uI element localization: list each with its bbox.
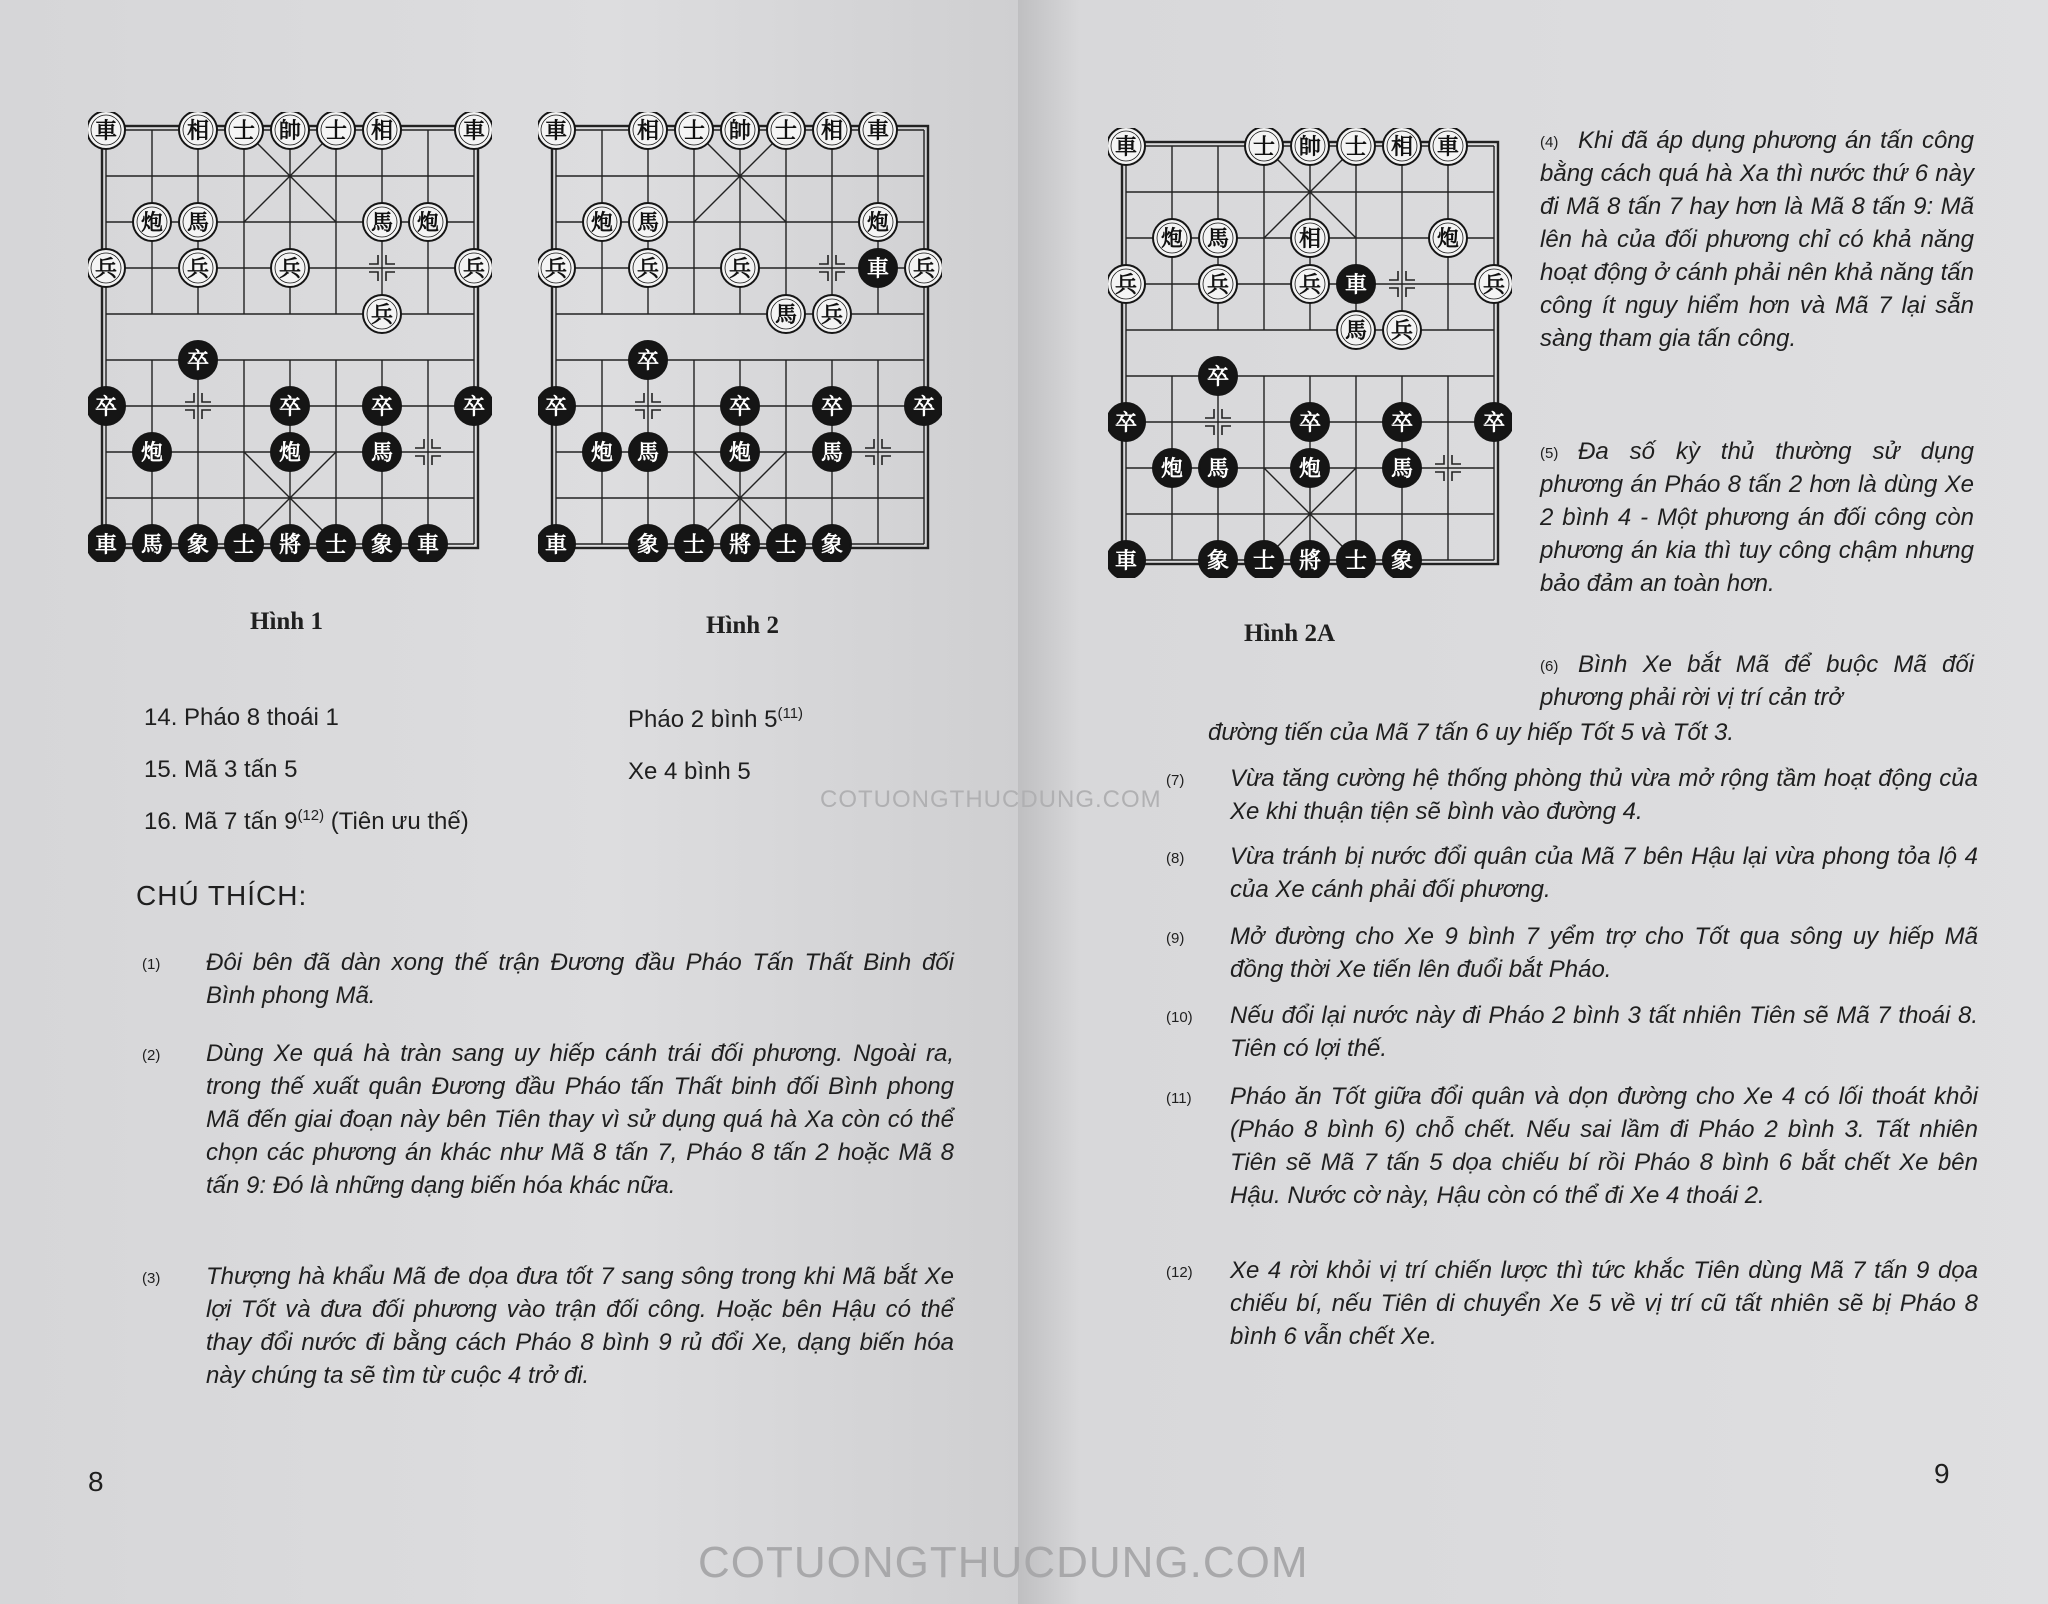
note-8: (8) Vừa tránh bị nước đổi quân của Mã 7 bên Hậu lại vừa phong tỏa lộ 4 của Xe cánh phải đối phương.	[1166, 843, 1978, 903]
svg-text:馬: 馬	[636, 211, 660, 236]
black-piece	[1383, 403, 1421, 441]
red-piece	[1429, 128, 1467, 165]
svg-text:象: 象	[186, 533, 210, 558]
moves-black-column	[628, 694, 803, 798]
black-piece	[583, 433, 621, 471]
red-piece	[179, 112, 217, 149]
black-piece	[813, 387, 851, 425]
note-7: (7) Vừa tăng cường hệ thống phòng thủ vừa mở rộng tầm hoạt động của Xe khi thuận tiện sẽ bình vào đường 4.	[1166, 765, 1978, 825]
svg-text:相: 相	[1298, 227, 1322, 252]
red-piece	[1199, 219, 1237, 257]
move-14-black: Pháo 2 bình 5$^{(11)}$	[628, 705, 804, 733]
red-piece	[721, 112, 759, 149]
svg-text:馬: 馬	[774, 303, 798, 328]
svg-text:馬: 馬	[370, 211, 394, 236]
black-piece	[88, 387, 125, 425]
svg-text:車: 車	[1344, 273, 1368, 298]
svg-text:馬: 馬	[1206, 457, 1230, 482]
svg-text:兵: 兵	[186, 257, 210, 282]
svg-text:兵: 兵	[636, 257, 660, 282]
black-piece	[1337, 541, 1375, 578]
svg-text:將: 將	[278, 533, 302, 558]
black-piece	[813, 525, 851, 562]
black-piece	[629, 433, 667, 471]
svg-text:象: 象	[1390, 549, 1414, 574]
black-piece	[133, 525, 171, 562]
figure-label-hinh-2a: Hình 2A	[1244, 620, 1336, 647]
black-piece	[1199, 541, 1237, 578]
red-piece	[721, 249, 759, 287]
black-piece	[1199, 357, 1237, 395]
svg-text:兵: 兵	[820, 303, 844, 328]
black-piece	[859, 249, 897, 287]
svg-text:馬: 馬	[186, 211, 210, 236]
black-piece	[721, 525, 759, 562]
svg-text:卒: 卒	[728, 395, 752, 420]
move-15-red: 15. Mã 3 tấn 5	[144, 756, 298, 783]
red-piece	[179, 203, 217, 241]
svg-text:兵: 兵	[1482, 273, 1506, 298]
svg-text:炮: 炮	[1298, 457, 1322, 482]
svg-text:象: 象	[636, 533, 660, 558]
black-piece	[905, 387, 942, 425]
red-piece	[1291, 128, 1329, 165]
black-piece	[271, 525, 309, 562]
svg-text:炮: 炮	[590, 441, 614, 466]
svg-text:士: 士	[324, 119, 348, 144]
black-piece	[1291, 403, 1329, 441]
red-piece	[629, 203, 667, 241]
red-piece	[813, 112, 851, 149]
note-3: (3) Thượng hà khẩu Mã đe dọa đưa tốt 7 sang sông trong khi Mã bắt Xe lợi Tốt và đưa đối phương vào trận đối công. Hoặc bên Hậu có thể thay đổi nước đi bằng cách Pháo 8 bình 9 rủ đổi Xe, dạng biến hóa này chúng ta sẽ tìm từ cuộc 4 trở đi.	[142, 1263, 954, 1389]
red-piece	[455, 112, 492, 149]
black-piece	[1199, 449, 1237, 487]
svg-text:象: 象	[820, 533, 844, 558]
note-12: (12) Xe 4 rời khỏi vị trí chiến lược thì tức khắc Tiên dùng Mã 7 tấn 9 dọa chiếu bí, nếu Tiên di chuyển Xe 5 về vị trí cũ tất nhiên sẽ bị Pháo 8 bình 6 vẫn chết Xe.	[1166, 1257, 1978, 1350]
red-piece	[363, 203, 401, 241]
black-piece	[1108, 403, 1145, 441]
svg-text:馬: 馬	[636, 441, 660, 466]
red-piece	[538, 249, 575, 287]
svg-text:車: 車	[94, 119, 118, 144]
svg-text:卒: 卒	[636, 349, 660, 374]
red-piece	[363, 112, 401, 149]
svg-text:炮: 炮	[728, 441, 752, 466]
black-piece	[538, 387, 575, 425]
note-6: (6) Bình Xe bắt Mã để buộc Mã đối phương phải rời vị trí cản trở	[1540, 651, 1974, 711]
svg-text:炮: 炮	[1160, 457, 1184, 482]
black-piece	[1153, 449, 1191, 487]
board-grid	[1108, 128, 1512, 578]
svg-text:車: 車	[544, 533, 568, 558]
svg-text:車: 車	[94, 533, 118, 558]
red-piece	[133, 203, 171, 241]
svg-text:士: 士	[1344, 135, 1368, 160]
red-piece	[1153, 219, 1191, 257]
svg-text:炮: 炮	[416, 211, 440, 236]
red-piece	[179, 249, 217, 287]
svg-text:帥: 帥	[728, 119, 752, 144]
black-piece	[179, 525, 217, 562]
svg-text:馬: 馬	[140, 533, 164, 558]
svg-text:馬: 馬	[1344, 319, 1368, 344]
svg-text:炮: 炮	[140, 211, 164, 236]
svg-text:馬: 馬	[370, 441, 394, 466]
red-piece	[813, 295, 851, 333]
black-piece	[1108, 541, 1145, 578]
note-5: (5) Đa số kỳ thủ thường sử dụng phương án Pháo 8 tấn 2 hơn là dùng Xe 2 bình 4 - Một phương án đối công còn phương án kia thì tuy công chậm nhưng bảo đảm an toàn hơn.	[1540, 438, 1974, 597]
svg-text:將: 將	[1298, 549, 1322, 574]
right-page	[1018, 0, 2048, 1604]
svg-text:車: 車	[416, 533, 440, 558]
red-piece	[629, 112, 667, 149]
svg-text:車: 車	[866, 119, 890, 144]
svg-text:車: 車	[1114, 135, 1138, 160]
board-grid	[538, 112, 942, 562]
svg-text:兵: 兵	[94, 257, 118, 282]
svg-text:卒: 卒	[1390, 411, 1414, 436]
svg-text:士: 士	[1344, 549, 1368, 574]
black-piece	[88, 525, 125, 562]
red-piece	[1383, 128, 1421, 165]
notes-heading: CHÚ THÍCH:	[136, 880, 308, 911]
red-piece	[538, 112, 575, 149]
black-piece	[721, 433, 759, 471]
black-piece	[225, 525, 263, 562]
svg-text:車: 車	[1436, 135, 1460, 160]
black-piece	[629, 525, 667, 562]
red-piece	[88, 249, 125, 287]
svg-text:馬: 馬	[820, 441, 844, 466]
note-4: (4) Khi đã áp dụng phương án tấn công bằng cách quá hà Xa thì nước thứ 6 này đi Mã 8 tấn 7 hay hơn là Mã 8 tấn 9: Mã lên hà của đối phương chỉ có khả năng hoạt động ở cánh phải nên khả năng tấn công ít nguy hiểm hơn và Mã 7 lại sẵn sàng tham gia tấn công.	[1540, 127, 1974, 352]
svg-text:卒: 卒	[1114, 411, 1138, 436]
svg-text:兵: 兵	[1298, 273, 1322, 298]
black-piece	[271, 387, 309, 425]
svg-text:卒: 卒	[1298, 411, 1322, 436]
red-piece	[271, 249, 309, 287]
svg-text:卒: 卒	[544, 395, 568, 420]
svg-text:象: 象	[370, 533, 394, 558]
svg-text:卒: 卒	[1482, 411, 1506, 436]
svg-text:士: 士	[682, 533, 706, 558]
svg-text:卒: 卒	[820, 395, 844, 420]
red-piece	[1383, 311, 1421, 349]
figure-label-hinh-1: Hình 1	[250, 608, 323, 635]
black-piece	[1245, 541, 1283, 578]
red-piece	[1429, 219, 1467, 257]
svg-text:卒: 卒	[94, 395, 118, 420]
red-piece	[675, 112, 713, 149]
svg-text:卒: 卒	[462, 395, 486, 420]
red-piece	[1291, 265, 1329, 303]
svg-text:相: 相	[820, 119, 844, 144]
svg-text:兵: 兵	[462, 257, 486, 282]
black-piece	[363, 387, 401, 425]
black-piece	[813, 433, 851, 471]
figure-label-hinh-2: Hình 2	[706, 612, 779, 639]
svg-text:帥: 帥	[278, 119, 302, 144]
svg-text:帥: 帥	[1298, 135, 1322, 160]
svg-text:兵: 兵	[278, 257, 302, 282]
red-piece	[317, 112, 355, 149]
red-piece	[629, 249, 667, 287]
black-piece	[1383, 449, 1421, 487]
note-10: (10) Nếu đổi lại nước này đi Pháo 2 bình 3 tất nhiên Tiên sẽ Mã 7 thoái 8. Tiên có lợi thế.	[1166, 1002, 1978, 1062]
svg-text:炮: 炮	[278, 441, 302, 466]
moves-red-column	[144, 692, 469, 848]
board-hinh-2a	[1108, 128, 1512, 578]
svg-text:兵: 兵	[728, 257, 752, 282]
svg-text:卒: 卒	[1206, 365, 1230, 390]
red-piece	[1108, 265, 1145, 303]
watermark-small: COTUONGTHUCDUNG.COM	[820, 786, 1162, 813]
red-piece	[88, 112, 125, 149]
svg-text:士: 士	[682, 119, 706, 144]
svg-text:相: 相	[1390, 135, 1414, 160]
svg-text:炮: 炮	[866, 211, 890, 236]
svg-text:車: 車	[462, 119, 486, 144]
note-9: (9) Mở đường cho Xe 9 bình 7 yểm trợ cho Tốt qua sông uy hiếp Mã đồng thời Xe tiến lên đuổi bắt Pháo.	[1166, 923, 1978, 983]
red-piece	[225, 112, 263, 149]
red-piece	[1291, 219, 1329, 257]
red-piece	[1245, 128, 1283, 165]
note-1: (1) Đôi bên đã dàn xong thế trận Đương đầu Pháo Tấn Thất Binh đối Bình phong Mã.	[142, 949, 954, 1009]
board-hinh-1	[88, 112, 492, 562]
move-14-red: 14. Pháo 8 thoái 1	[144, 704, 339, 731]
black-piece	[179, 341, 217, 379]
svg-text:炮: 炮	[140, 441, 164, 466]
red-piece	[1337, 311, 1375, 349]
svg-text:相: 相	[370, 119, 394, 144]
black-piece	[767, 525, 805, 562]
black-piece	[1383, 541, 1421, 578]
red-piece	[767, 112, 805, 149]
red-piece	[767, 295, 805, 333]
red-piece	[859, 112, 897, 149]
svg-text:車: 車	[866, 257, 890, 282]
red-piece	[583, 203, 621, 241]
svg-text:車: 車	[1114, 549, 1138, 574]
watermark-footer: COTUONGTHUCDUNG.COM	[698, 1538, 1309, 1587]
red-piece	[455, 249, 492, 287]
svg-text:相: 相	[186, 119, 210, 144]
black-piece	[538, 525, 575, 562]
svg-text:士: 士	[774, 119, 798, 144]
note-2: (2) Dùng Xe quá hà tràn sang uy hiếp cánh trái đối phương. Ngoài ra, trong thế xuất quân Đương đầu Pháo tấn Thất binh đối Bình phong Mã đến giai đoạn này bên Tiên thay vì sử dụng quá hà Xa còn có thể chọn các phương án khác như Mã 8 tấn 7, Pháo 8 tấn 2 hoặc Mã 8 tấn 9: Đó là những dạng biến hóa khác nữa.	[142, 1040, 954, 1199]
black-piece	[363, 525, 401, 562]
red-piece	[859, 203, 897, 241]
svg-text:相: 相	[636, 119, 660, 144]
svg-text:兵: 兵	[370, 303, 394, 328]
note-11: (11) Pháo ăn Tốt giữa đổi quân và dọn đường cho Xe 4 có lối thoát khỏi (Pháo 8 bình 6) chỗ chết. Nếu sai lầm đi Pháo 2 bình 3. Tất nhiên Tiên sẽ Mã 7 tấn 5 dọa chiếu bí rồi Pháo 8 bình 6 bắt chết Xe bên Hậu. Nước cờ này, Hậu còn có thể đi Xe 4 thoái 2.	[1166, 1083, 1978, 1209]
svg-text:士: 士	[1252, 135, 1276, 160]
black-piece	[1337, 265, 1375, 303]
board-grid	[88, 112, 492, 562]
svg-text:炮: 炮	[1436, 227, 1460, 252]
board-hinh-2	[538, 112, 942, 562]
svg-text:士: 士	[1252, 549, 1276, 574]
svg-text:卒: 卒	[912, 395, 936, 420]
page-number-left: 8	[88, 1466, 104, 1497]
red-piece	[1337, 128, 1375, 165]
svg-text:士: 士	[232, 533, 256, 558]
black-piece	[721, 387, 759, 425]
move-16-red: 16. Mã 7 tấn 9$^{(12)}$ (Tiên ưu thế)	[144, 807, 469, 835]
black-piece	[629, 341, 667, 379]
black-piece	[317, 525, 355, 562]
svg-text:車: 車	[544, 119, 568, 144]
svg-text:兵: 兵	[544, 257, 568, 282]
svg-text:卒: 卒	[186, 349, 210, 374]
page-number-right: 9	[1934, 1458, 1950, 1489]
svg-text:象: 象	[1206, 549, 1230, 574]
black-piece	[1291, 449, 1329, 487]
black-piece	[675, 525, 713, 562]
svg-text:馬: 馬	[1390, 457, 1414, 482]
black-piece	[1291, 541, 1329, 578]
red-piece	[1475, 265, 1512, 303]
svg-text:士: 士	[324, 533, 348, 558]
note-6-continued: đường tiến của Mã 7 tấn 6 uy hiếp Tốt 5 và Tốt 3.	[1208, 719, 1735, 746]
red-piece	[905, 249, 942, 287]
svg-text:卒: 卒	[370, 395, 394, 420]
move-15-black: Xe 4 bình 5	[628, 758, 751, 785]
svg-text:兵: 兵	[1390, 319, 1414, 344]
red-piece	[409, 203, 447, 241]
svg-text:將: 將	[728, 533, 752, 558]
red-piece	[1199, 265, 1237, 303]
svg-text:士: 士	[774, 533, 798, 558]
svg-text:兵: 兵	[1206, 273, 1230, 298]
red-piece	[271, 112, 309, 149]
black-piece	[363, 433, 401, 471]
black-piece	[455, 387, 492, 425]
svg-text:兵: 兵	[1114, 273, 1138, 298]
svg-text:馬: 馬	[1206, 227, 1230, 252]
svg-text:士: 士	[232, 119, 256, 144]
black-piece	[1475, 403, 1512, 441]
black-piece	[409, 525, 447, 562]
red-piece	[363, 295, 401, 333]
black-piece	[133, 433, 171, 471]
svg-text:炮: 炮	[590, 211, 614, 236]
black-piece	[271, 433, 309, 471]
svg-text:兵: 兵	[912, 257, 936, 282]
red-piece	[1108, 128, 1145, 165]
svg-text:卒: 卒	[278, 395, 302, 420]
svg-text:炮: 炮	[1160, 227, 1184, 252]
